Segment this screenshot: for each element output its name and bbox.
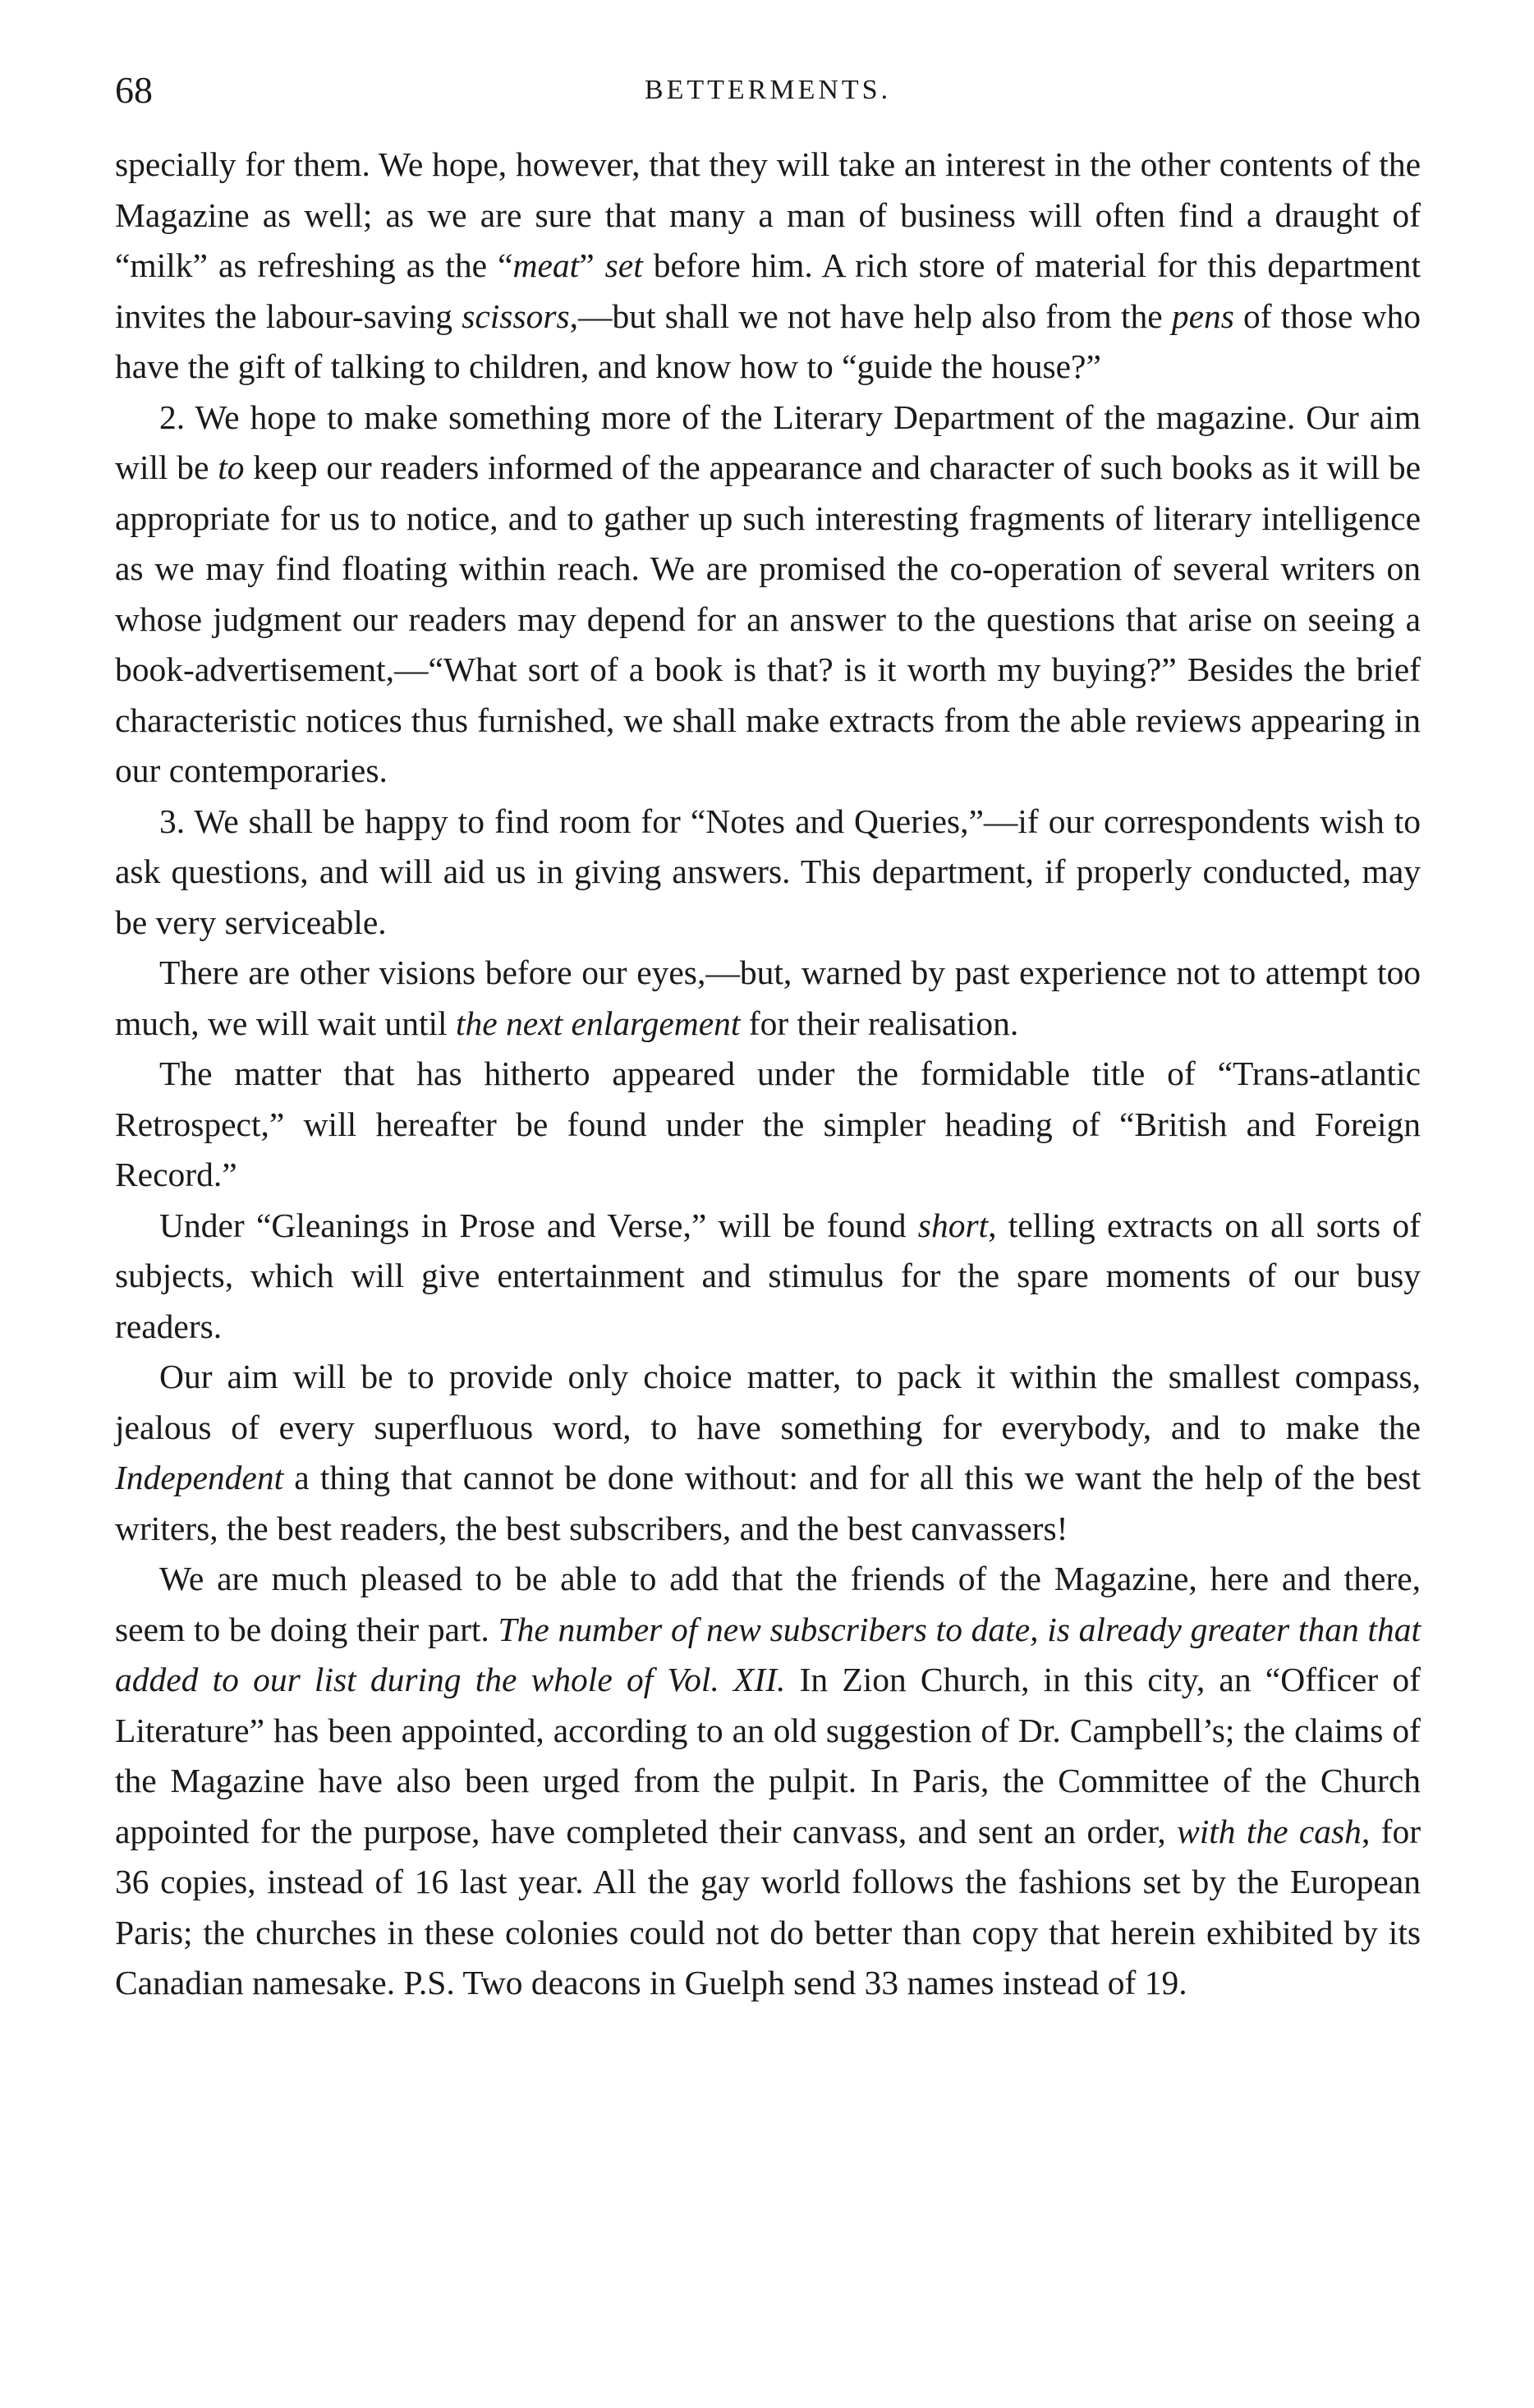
paragraph — [115, 1201, 1421, 1353]
text-run: The matter that has hitherto appeared under the formidable title of “Trans-atlantic Retrospect,” will hereafter be found under the simpler heading of “British and Foreign Record.” — [115, 1055, 1421, 1193]
text-run: Under “Gleanings in Prose and Verse,” will be found — [159, 1206, 918, 1244]
page-number: 68 — [115, 69, 153, 111]
book-page — [115, 57, 1421, 2009]
body-text — [115, 140, 1421, 2009]
italic-text: scissors — [462, 296, 570, 335]
text-run: Our aim will be to provide only choice matter, to pack it within the smallest compass, jealous of every superfluous word, to have something for everybody, and to make the — [115, 1358, 1421, 1446]
paragraph — [115, 140, 1421, 393]
paragraph — [115, 797, 1421, 949]
running-title: BETTERMENTS. — [644, 75, 892, 105]
text-run: 2. We hope to make something more of the Literary Department of the magazine. Our aim will be — [115, 398, 1421, 486]
italic-text: Independent — [115, 1459, 284, 1496]
italic-text: short — [917, 1206, 989, 1244]
paragraph — [115, 1049, 1421, 1201]
paragraph — [115, 1554, 1421, 2009]
text-run: In Zion Church, in this city, an “Officer of Literature” has been appointed, according to an old suggestion of Dr. Campbell’s; the claims of the Magazine have also been urged from the pulpit. In Paris, the Committee of the Church appointed for the purpose, have completed their canvass, and sent an order, — [115, 1661, 1421, 1850]
paragraph — [115, 393, 1421, 797]
text-run: ” — [579, 246, 605, 284]
text-run: before him. A rich store of material for this department invites the labour-saving — [115, 246, 1421, 335]
running-head — [115, 57, 1421, 123]
text-run: keep our readers informed of the appearance and character of such books as it will be appropriate for us to notice, and to gather up such interesting fragments of literary intelligence as we may find floating within reach. We are promised the co-operation of several writers on whose judgment our readers may depend for an answer to the questions that arise on seeing a book-advertisement,—“What sort of a book is that? is it worth my buying?” Besides the brief characteristic notices thus furnished, we shall make extracts from the able reviews appearing in our contemporaries. — [115, 448, 1421, 789]
paragraph — [115, 948, 1421, 1049]
text-run: , telling extracts on all sorts of subjects, which will give entertainment and stimulus for the spare moments of our busy readers. — [115, 1206, 1421, 1345]
italic-text: to — [218, 448, 245, 486]
italic-text: the next enlargement — [455, 1004, 741, 1042]
text-run: for their realisation. — [740, 1004, 1019, 1042]
text-run: a thing that cannot be done without: and for all this we want the help of the best writers, the best readers, the best subscribers, and the best canvassers! — [115, 1459, 1421, 1547]
paragraph — [115, 1352, 1421, 1554]
italic-text: set — [604, 246, 643, 284]
text-run: , for 36 copies, instead of 16 last year. All the gay world follows the fashions set by the European Paris; the churches in these colonies could not do better than copy that herein exhibited by its Canadian namesake. P.S. Two deacons in Guelph send 33 names instead of 19. — [115, 1812, 1421, 2001]
text-run: We are much pleased to be able to add that the friends of the Magazine, here and there, seem to be doing their part. — [115, 1560, 1421, 1648]
text-run: ,—but shall we not have help also from the — [569, 296, 1172, 335]
italic-text: meat — [512, 246, 580, 284]
text-run: There are other visions before our eyes,—but, warned by past experience not to attempt too much, we will wait until — [115, 954, 1421, 1042]
text-run: specially for them. We hope, however, that they will take an interest in the other contents of the Magazine as well; as we are sure that many a man of business will often find a draught of “milk” as refreshing as the “ — [115, 145, 1421, 284]
italic-text: pens — [1171, 296, 1234, 335]
text-run: of those who have the gift of talking to children, and know how to “guide the house?” — [115, 296, 1421, 385]
italic-text: The number of new subscribers to date, is already greater than that added to our list during the whole of Vol. XII. — [115, 1610, 1421, 1698]
italic-text: with the cash — [1177, 1812, 1362, 1850]
text-run: 3. We shall be happy to find room for “Notes and Queries,”—if our correspondents wish to ask questions, and will aid us in giving answers. This department, if properly conducted, may be very serviceable. — [115, 802, 1421, 941]
